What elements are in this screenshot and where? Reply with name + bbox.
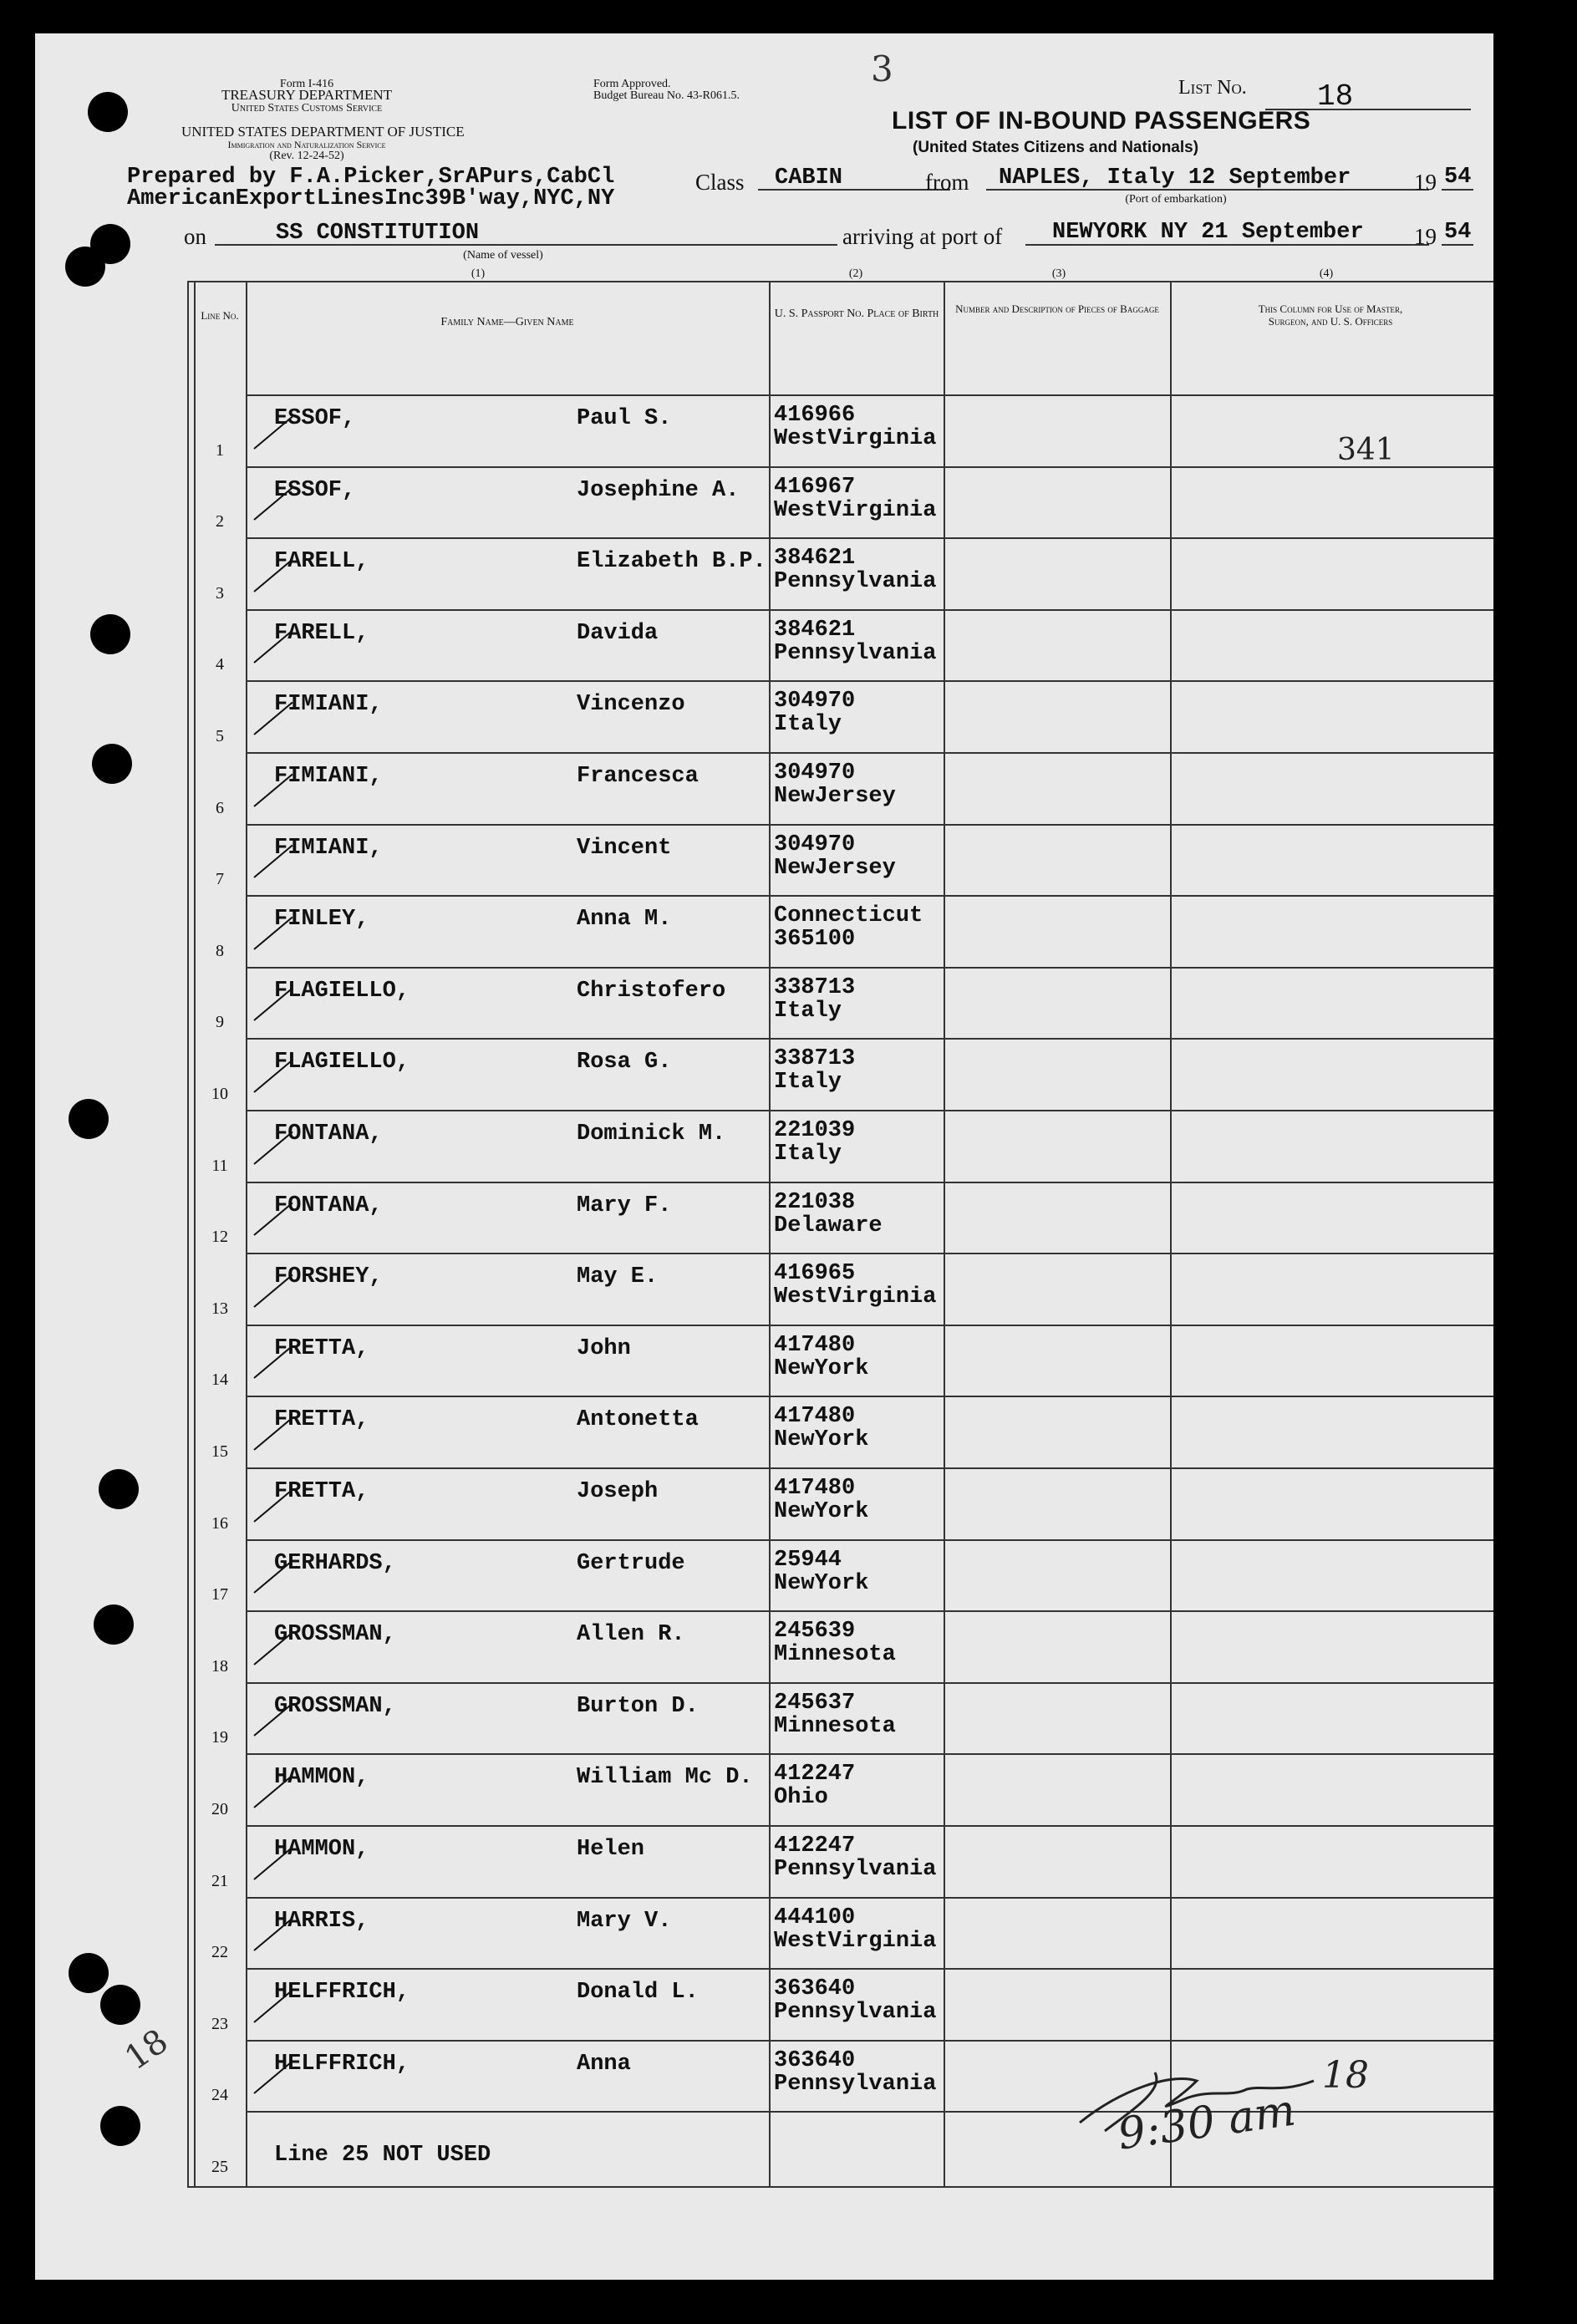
col-number-2: (2) <box>848 267 863 280</box>
row-divider <box>246 1038 1493 1040</box>
given-name: Christofero <box>577 978 726 1004</box>
customs-service: United States Customs Service <box>231 102 383 114</box>
table-row <box>35 1897 1493 1969</box>
place-of-birth: NewYork <box>774 1499 869 1524</box>
justice-department: UNITED STATES DEPARTMENT OF JUSTICE <box>181 124 465 140</box>
table-bottom-border <box>187 2186 1493 2188</box>
table-row <box>35 680 1493 752</box>
header-line-no: Line No. <box>201 309 239 322</box>
vessel-caption: (Name of vessel) <box>463 249 543 262</box>
given-name: Francesca <box>577 764 699 789</box>
family-name: FARELL, <box>274 620 369 646</box>
passport-number: 412247 <box>774 1833 856 1859</box>
line-number: 13 <box>211 1299 228 1318</box>
table-row <box>35 394 1493 466</box>
row-divider <box>246 1968 1493 1970</box>
prepared-by-line1: Prepared by F.A.Picker,SrAPurs,CabCl <box>127 165 615 190</box>
table-row <box>35 1968 1493 2040</box>
class-label: Class <box>695 170 745 195</box>
table-row <box>35 1253 1493 1325</box>
table-row <box>35 1396 1493 1467</box>
family-name: FRETTA, <box>274 1335 369 1361</box>
line-number: 14 <box>211 1370 228 1390</box>
line-number: 20 <box>211 1799 228 1818</box>
line-number: 3 <box>216 583 224 603</box>
passport-number: 416966 <box>774 403 856 428</box>
family-name: GERHARDS, <box>274 1550 396 1576</box>
passport-number: 25944 <box>774 1547 842 1573</box>
line-number: 22 <box>211 1943 228 1962</box>
place-of-birth: Minnesota <box>774 1642 896 1668</box>
table-row <box>35 1325 1493 1396</box>
list-title: LIST OF IN-BOUND PASSENGERS <box>892 107 1311 135</box>
row-divider <box>246 1325 1493 1326</box>
officer-count: 341 <box>1337 433 1395 467</box>
passport-number: 417480 <box>774 1404 856 1430</box>
line-number: 1 <box>216 440 224 460</box>
place-of-birth: Italy <box>774 1142 842 1167</box>
vessel-name: SS CONSTITUTION <box>276 221 480 246</box>
passenger-list-sheet <box>35 33 1493 2280</box>
form-number: Form I-416 <box>279 78 334 90</box>
place-of-birth: WestVirginia <box>774 1928 937 1954</box>
punch-hole <box>69 1099 109 1139</box>
punch-hole <box>100 1985 140 2025</box>
given-name: Helen <box>577 1837 645 1862</box>
family-name: FARELL, <box>274 549 369 575</box>
table-top-border <box>187 281 1493 282</box>
place-of-birth: Italy <box>774 998 842 1024</box>
place-of-birth: Italy <box>774 712 842 738</box>
budget-bureau: Budget Bureau No. 43-R061.5. <box>593 89 740 102</box>
year-prefix-1: 19 <box>1414 170 1437 195</box>
place-of-birth: Pennsylvania <box>774 1857 937 1882</box>
margin-number: 18 <box>118 2021 176 2078</box>
row-divider <box>246 609 1493 611</box>
passport-number: 417480 <box>774 1332 856 1358</box>
passport-number: 384621 <box>774 546 856 572</box>
given-name: Elizabeth B.P. <box>577 549 766 575</box>
row-divider <box>246 1682 1493 1684</box>
family-name: HAMMON, <box>274 1837 369 1862</box>
table-row <box>35 967 1493 1039</box>
place-of-birth: NewYork <box>774 1355 869 1381</box>
form-approved: Form Approved. <box>593 78 671 90</box>
punch-hole <box>65 247 105 287</box>
line-number: 5 <box>216 726 224 745</box>
row-divider <box>246 824 1493 826</box>
passport-number: 338713 <box>774 1046 856 1072</box>
given-name: May E. <box>577 1264 659 1290</box>
place-of-birth: Italy <box>774 1070 842 1096</box>
row-divider <box>246 1253 1493 1254</box>
table-row <box>35 1753 1493 1825</box>
line-number: 2 <box>216 512 224 531</box>
family-name: HELFFRICH, <box>274 2051 410 2077</box>
place-of-birth: Delaware <box>774 1213 883 1238</box>
table-row <box>35 1110 1493 1182</box>
table-row <box>35 1182 1493 1254</box>
given-name: Anna <box>577 2051 631 2077</box>
family-name: FIMIANI, <box>274 692 383 718</box>
family-name: Line 25 NOT USED <box>274 2143 491 2169</box>
ins-service: Immigration and Naturalization Service <box>227 139 386 150</box>
passport-number: 416967 <box>774 474 856 500</box>
place-of-birth: NewYork <box>774 1570 869 1596</box>
family-name: GROSSMAN, <box>274 1622 396 1648</box>
row-divider <box>246 752 1493 754</box>
passport-number: 363640 <box>774 2047 856 2073</box>
table-row <box>35 537 1493 609</box>
line-number: 25 <box>211 2157 228 2176</box>
passport-number: 384621 <box>774 617 856 643</box>
passport-number: 221038 <box>774 1189 856 1215</box>
passport-number: 338713 <box>774 974 856 1000</box>
passport-number: 245637 <box>774 1690 856 1716</box>
place-of-birth: WestVirginia <box>774 426 937 451</box>
class-value: CABIN <box>775 165 843 191</box>
table-row <box>35 466 1493 538</box>
handwritten-signature <box>1071 2056 1322 2139</box>
given-name: Mary F. <box>577 1193 672 1218</box>
col-number-1: (1) <box>471 267 486 280</box>
treasury-department: TREASURY DEPARTMENT <box>221 87 393 103</box>
table-row <box>35 1038 1493 1110</box>
revision-date: (Rev. 12-24-52) <box>269 150 344 162</box>
line-number: 10 <box>211 1084 228 1103</box>
line-number: 23 <box>211 2014 228 2033</box>
given-name: Joseph <box>577 1479 659 1504</box>
on-label: on <box>184 224 206 249</box>
given-name: Davida <box>577 620 659 646</box>
family-name: ESSOF, <box>274 406 356 431</box>
punch-hole <box>90 614 130 654</box>
row-divider <box>246 967 1493 969</box>
place-of-birth: 365100 <box>774 927 856 953</box>
port-caption: (Port of embarkation) <box>1125 193 1227 206</box>
inspection-time: 9:30 am <box>1114 2085 1299 2160</box>
given-name: William Mc D. <box>577 1765 753 1791</box>
place-of-birth: WestVirginia <box>774 497 937 523</box>
line-number: 9 <box>216 1013 224 1032</box>
table-row <box>35 1825 1493 1897</box>
table-row <box>35 752 1493 824</box>
place-of-birth: Ohio <box>774 1785 828 1811</box>
place-of-birth: NewYork <box>774 1427 869 1453</box>
header-passport: U. S. Passport No. Place of Birth <box>774 308 939 320</box>
row-divider <box>246 1610 1493 1612</box>
punch-hole <box>88 92 128 132</box>
given-name: Vincenzo <box>577 692 685 718</box>
family-name: FIMIANI, <box>274 835 383 861</box>
line-number: 21 <box>211 1871 228 1890</box>
given-name: Burton D. <box>577 1693 699 1719</box>
place-of-birth: Pennsylvania <box>774 2071 937 2097</box>
line-number: 7 <box>216 870 224 889</box>
family-name: FRETTA, <box>274 1407 369 1433</box>
passport-number: 444100 <box>774 1904 856 1930</box>
family-name: HELFFRICH, <box>274 1980 410 2006</box>
family-name: HARRIS, <box>274 1908 369 1934</box>
place-of-birth: NewJersey <box>774 855 896 881</box>
given-name: Gertrude <box>577 1550 685 1576</box>
year-prefix-2: 19 <box>1414 224 1437 249</box>
given-name: John <box>577 1335 631 1361</box>
place-of-birth: Pennsylvania <box>774 640 937 666</box>
family-name: ESSOF, <box>274 477 356 503</box>
passport-number: 221039 <box>774 1118 856 1143</box>
list-number: 18 <box>1317 79 1354 114</box>
row-divider <box>246 1897 1493 1899</box>
table-row <box>35 609 1493 681</box>
family-name: FONTANA, <box>274 1121 383 1147</box>
passport-number: 304970 <box>774 831 856 857</box>
signature-number: 18 <box>1322 2054 1369 2097</box>
given-name: Donald L. <box>577 1980 699 2006</box>
family-name: FONTANA, <box>274 1193 383 1218</box>
year-2: 54 <box>1444 220 1472 245</box>
passport-number: 412247 <box>774 1762 856 1787</box>
table-row <box>35 1610 1493 1682</box>
line-number: 16 <box>211 1513 228 1533</box>
passport-number: 416965 <box>774 1261 856 1287</box>
table-row <box>35 1682 1493 1754</box>
row-divider <box>246 895 1493 897</box>
row-divider <box>246 537 1493 539</box>
row-divider <box>246 1182 1493 1183</box>
line-number: 6 <box>216 798 224 817</box>
punch-hole <box>69 1953 109 1993</box>
punch-hole <box>94 1604 134 1645</box>
passport-number: 304970 <box>774 760 856 786</box>
table-row <box>35 1467 1493 1539</box>
given-name: Antonetta <box>577 1407 699 1433</box>
line-number: 18 <box>211 1656 228 1676</box>
passport-number: Connecticut <box>774 903 923 929</box>
place-of-birth: Pennsylvania <box>774 2000 937 2026</box>
row-divider <box>246 394 1493 396</box>
arriving-label: arriving at port of <box>842 224 1003 249</box>
col-number-3: (3) <box>1051 267 1066 280</box>
given-name: Vincent <box>577 835 672 861</box>
punch-hole <box>100 2106 140 2146</box>
line-number: 11 <box>211 1156 228 1175</box>
family-name: FIMIANI, <box>274 764 383 789</box>
passport-number: 363640 <box>774 1976 856 2002</box>
given-name: Anna M. <box>577 907 672 933</box>
place-of-birth: WestVirginia <box>774 1284 937 1310</box>
line-number: 4 <box>216 655 224 674</box>
line-number: 17 <box>211 1585 228 1604</box>
prepared-by-line2: AmericanExportLinesInc39B'way,NYC,NY <box>127 186 615 211</box>
passport-number: 304970 <box>774 689 856 714</box>
family-name: FRETTA, <box>274 1479 369 1504</box>
line-number: 12 <box>211 1228 228 1247</box>
row-divider <box>246 1110 1493 1111</box>
from-value: NAPLES, Italy 12 September <box>999 165 1351 191</box>
year-1: 54 <box>1444 165 1472 190</box>
arriving-value: NEWYORK NY 21 September <box>1052 220 1364 245</box>
row-divider <box>246 1396 1493 1397</box>
line-number: 15 <box>211 1442 228 1461</box>
passport-number: 245639 <box>774 1619 856 1645</box>
header-officers: This Column for Use of Master, Surgeon, and U. S. Officers <box>1258 303 1403 328</box>
punch-hole <box>92 744 132 784</box>
row-divider <box>246 680 1493 682</box>
place-of-birth: Pennsylvania <box>774 569 937 595</box>
given-name: Dominick M. <box>577 1121 726 1147</box>
given-name: Paul S. <box>577 406 672 431</box>
place-of-birth: NewJersey <box>774 784 896 809</box>
row-divider <box>246 1467 1493 1469</box>
row-divider <box>246 1753 1493 1755</box>
list-no-label: List No. <box>1178 77 1247 99</box>
col-number-4: (4) <box>1319 267 1334 280</box>
family-name: FLAGIELLO, <box>274 978 410 1004</box>
table-row <box>35 895 1493 967</box>
family-name: GROSSMAN, <box>274 1693 396 1719</box>
list-subtitle: (United States Citizens and Nationals) <box>913 139 1199 156</box>
given-name: Rosa G. <box>577 1050 672 1076</box>
row-divider <box>246 1539 1493 1541</box>
table-row <box>35 1539 1493 1611</box>
family-name: FLAGIELLO, <box>274 1050 410 1076</box>
from-label: from <box>925 170 969 195</box>
line-number: 8 <box>216 941 224 960</box>
line-number: 19 <box>211 1728 228 1747</box>
line-number: 24 <box>211 2086 228 2105</box>
punch-hole <box>99 1469 139 1509</box>
row-divider <box>246 2040 1493 2042</box>
given-name: Allen R. <box>577 1622 685 1648</box>
family-name: HAMMON, <box>274 1765 369 1791</box>
table-row <box>35 824 1493 896</box>
passport-number: 417480 <box>774 1476 856 1501</box>
place-of-birth: Minnesota <box>774 1713 896 1739</box>
given-name: Josephine A. <box>577 477 740 503</box>
given-name: Mary V. <box>577 1908 672 1934</box>
header-family-name: Family Name—Given Name <box>440 316 574 328</box>
row-divider <box>246 1825 1493 1827</box>
header-baggage: Number and Description of Pieces of Baggage <box>955 303 1159 315</box>
family-name: FINLEY, <box>274 907 369 933</box>
row-divider <box>246 466 1493 468</box>
family-name: FORSHEY, <box>274 1264 383 1290</box>
handwritten-page-number: 3 <box>871 48 893 89</box>
